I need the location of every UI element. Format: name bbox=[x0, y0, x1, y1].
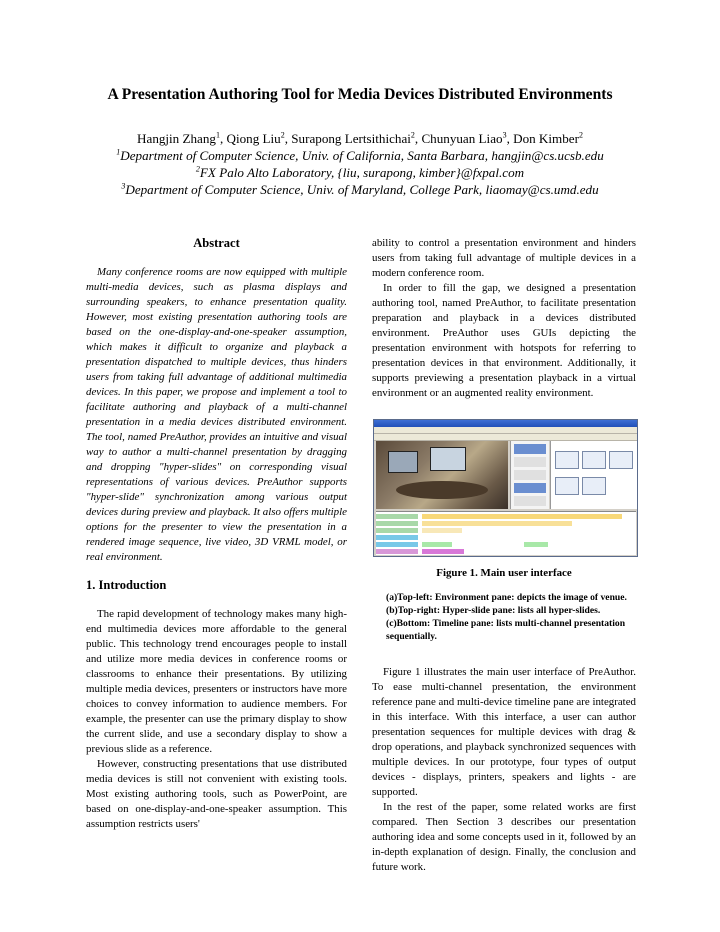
figure-timeline-pane bbox=[376, 511, 636, 555]
body-paragraph: ability to control a presentation environment and hinders users from taking full advantage of multiple devices in a modern conference room. bbox=[372, 237, 636, 279]
body-paragraph: Figure 1 illustrates the main user interface of PreAuthor. To ease multi-channel presentation, the environment reference pane and multi-device timeline pane are integrated in this interface. With this interface, a user can author presentation sequences for multiple devices with drag & drop operations, and playback synchronized sequences with multiple devices. In our prototype, four types of output devices - displays, printers, speakers and lights - are supported. bbox=[372, 666, 636, 798]
paper-title: A Presentation Authoring Tool for Media Devices Distributed Environments bbox=[107, 86, 613, 103]
intro-heading: 1. Introduction bbox=[86, 578, 167, 592]
figure-toolbar bbox=[374, 434, 637, 441]
figure-environment-pane bbox=[376, 441, 508, 509]
right-column bbox=[372, 236, 636, 875]
figure-subcaption: (a)Top-left: Environment pane: depicts the image of venue. (b)Top-right: Hyper-slide pane: lists all hyper-slides. (c)Bottom: Timeline pane: lists multi-channel presentation sequentially. bbox=[386, 592, 627, 642]
abstract-heading: Abstract bbox=[193, 236, 240, 250]
body-paragraph: In the rest of the paper, some related works are first compared. Then Section 3 describes our presentation authoring idea and some concepts used in it, followed by an in-depth explanation of design. Finally, the conclusion and future work. bbox=[372, 801, 636, 873]
intro-paragraph: However, constructing presentations that use distributed media devices is still not convenient with existing tools. Most existing authoring tools, such as PowerPoint, are based on one-display-and-one-speaker assumption. This assumption restricts users' bbox=[86, 758, 347, 830]
figure-conference-table bbox=[396, 481, 488, 499]
figure-display-hotspot bbox=[388, 451, 418, 473]
figure-caption: Figure 1. Main user interface bbox=[436, 567, 572, 579]
author-name: Don Kimber bbox=[513, 131, 579, 146]
figure-display-hotspot bbox=[430, 447, 466, 471]
author-name: Chunyuan Liao bbox=[421, 131, 503, 146]
author-name: Hangjin Zhang bbox=[137, 131, 216, 146]
author-block bbox=[30, 130, 690, 198]
affiliation: $^3$Department of Computer Science, Univ. of Maryland, College Park, liaomay@cs.umd.edu bbox=[121, 181, 599, 197]
left-column bbox=[86, 236, 347, 832]
affiliation: $^2$FX Palo Alto Laboratory, {liu, surapong, kimber}@fxpal.com bbox=[195, 164, 525, 180]
abstract-text: Many conference rooms are now equipped with multiple multi-media devices, such as plasma displays and surrounding speakers, to enhance presentation quality. However, most existing presentation authoring tools are based on the one-display-and-one-speaker assumption, which makes it difficult to organize and playback a presentation dispatched to multiple devices, thus hinders users from taking full advantage of additional multimedia devices. In this paper, we propose and implement a tool to facilitate authoring and playback of a multi-channel presentation in a media devices distributed environment. The tool, named PreAuthor, provides an intuitive and visual way to author a multi-channel presentation by dragging and dropping "hyper-slides" on corresponding visual representations of various devices. PreAuthor supports "hyper-slide" synchronization among various output devices during preview and playback. It also offers multiple options for the presenter to view the presentation in a rendered image sequence, live video, 3D VRML model, or real environment. bbox=[86, 266, 347, 563]
intro-paragraph: The rapid development of technology makes many high-end multimedia devices more affordable to the general public. This technology trend encourages people to install and utilize more media devices in conference rooms or classrooms to enhance their presentations. By utilizing multiple media devices, presenters or instructors have more choices to convey information to audience members. For example, the presenter can use the primary display to show the current slide, and use a secondary display to show a previous slide as a reference. bbox=[86, 608, 347, 755]
figure-window-titlebar bbox=[374, 420, 637, 427]
author-names: Hangjin Zhang$^1$, Qiong Liu$^2$, Surapong Lertsithichai$^2$, Chunyuan Liao$^3$, Don Kimber$^2$ bbox=[137, 130, 583, 146]
body-paragraph: In order to fill the gap, we designed a presentation authoring tool, named PreAuthor, to facilitate presentation preparation and playback in a devices distributed environment. PreAuthor uses GUIs depicting the presentation environment with hotspots for referring to presentation devices in that environment. Additionally, it supports previewing a presentation playback in a virtual environment or an augmented reality environment. bbox=[372, 282, 636, 399]
figure-screenshot bbox=[373, 419, 638, 557]
author-name: Surapong Lertsithichai bbox=[291, 131, 411, 146]
affiliation: $^1$Department of Computer Science, Univ. of California, Santa Barbara, hangjin@cs.ucsb.edu bbox=[116, 147, 604, 163]
author-name: Qiong Liu bbox=[226, 131, 281, 146]
figure-menu-panel bbox=[510, 441, 549, 509]
figure-hyper-slide-pane bbox=[550, 441, 637, 509]
figure-menubar bbox=[374, 427, 637, 434]
